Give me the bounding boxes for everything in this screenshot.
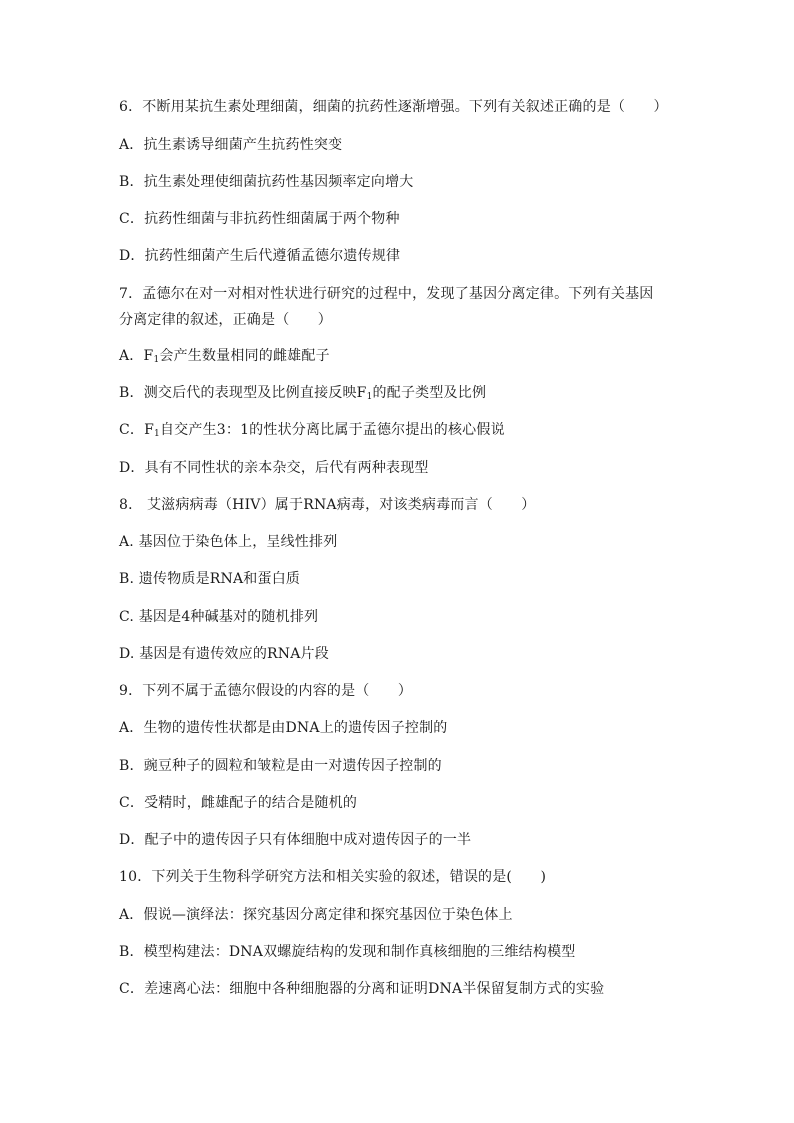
question-7-option-b <box>119 384 699 402</box>
option-text: 的配子类型及比例 <box>372 385 487 401</box>
question-6-option-b: B．抗生素处理使细菌抗药性基因频率定向增大 <box>119 174 414 190</box>
question-6-option-a: A．抗生素诱导细菌产生抗药性突变 <box>119 137 343 153</box>
question-6-option-d: D．抗药性细菌产生后代遵循孟德尔遗传规律 <box>119 248 401 264</box>
question-10-option-c: C．差速离心法：细胞中各种细胞器的分离和证明DNA半保留复制方式的实验 <box>119 981 605 997</box>
question-7-option-a <box>119 347 699 365</box>
question-8-option-b: B. 遗传物质是RNA和蛋白质 <box>119 571 301 587</box>
question-9-option-d: D．配子中的遗传因子只有体细胞中成对遗传因子的一半 <box>119 832 472 848</box>
question-7-stem-line1: 7．孟德尔在对一对相对性状进行研究的过程中，发现了基因分离定律。下列有关基因 <box>119 286 654 302</box>
question-7-option-d <box>119 459 699 477</box>
question-8-option-c: C. 基因是4种碱基对的随机排列 <box>119 609 319 625</box>
question-7-stem-line2: 分离定律的叙述，正确是（ ） <box>119 312 332 328</box>
subscript: 1 <box>366 392 373 402</box>
question-9-stem: 9．下列不属于孟德尔假设的内容的是（ ） <box>119 683 413 699</box>
question-9-option-b: B．豌豆种子的圆粒和皱粒是由一对遗传因子控制的 <box>119 758 442 774</box>
option-text: 自交产生3：1的性状分离比属于孟德尔提出的核心假说 <box>159 422 505 438</box>
option-text: C．F <box>119 422 155 438</box>
option-text: D．具有不同性状的亲本杂交，后代有两种表现型 <box>119 460 429 476</box>
question-6-stem: 6．不断用某抗生素处理细菌，细菌的抗药性逐渐增强。下列有关叙述正确的是（ ） <box>119 99 668 115</box>
question-8-stem: 8． 艾滋病病毒（HIV）属于RNA病毒，对该类病毒而言（ ） <box>119 497 536 513</box>
question-8-option-d: D. 基因是有遗传效应的RNA片段 <box>119 646 329 662</box>
subscript: 1 <box>153 355 160 365</box>
question-9-option-c: C．受精时，雌雄配子的结合是随机的 <box>119 795 358 811</box>
question-6-option-c: C．抗药性细菌与非抗药性细菌属于两个物种 <box>119 211 400 227</box>
question-10-stem: 10．下列关于生物科学研究方法和相关实验的叙述，错误的是( ) <box>119 869 547 885</box>
question-10-option-b: B．模型构建法：DNA双螺旋结构的发现和制作真核细胞的三维结构模型 <box>119 944 576 960</box>
option-text: B．测交后代的表现型及比例直接反映F <box>119 385 367 401</box>
option-text: A．F <box>119 348 154 364</box>
question-10-option-a: A．假说—演绎法：探究基因分离定律和探究基因位于染色体上 <box>119 907 513 923</box>
question-7-option-c <box>119 421 699 439</box>
question-8-option-a: A. 基因位于染色体上，呈线性排列 <box>119 534 338 550</box>
question-9-option-a: A．生物的遗传性状都是由DNA上的遗传因子控制的 <box>119 720 448 736</box>
option-text: 会产生数量相同的雌雄配子 <box>159 348 330 364</box>
subscript: 1 <box>154 429 160 439</box>
